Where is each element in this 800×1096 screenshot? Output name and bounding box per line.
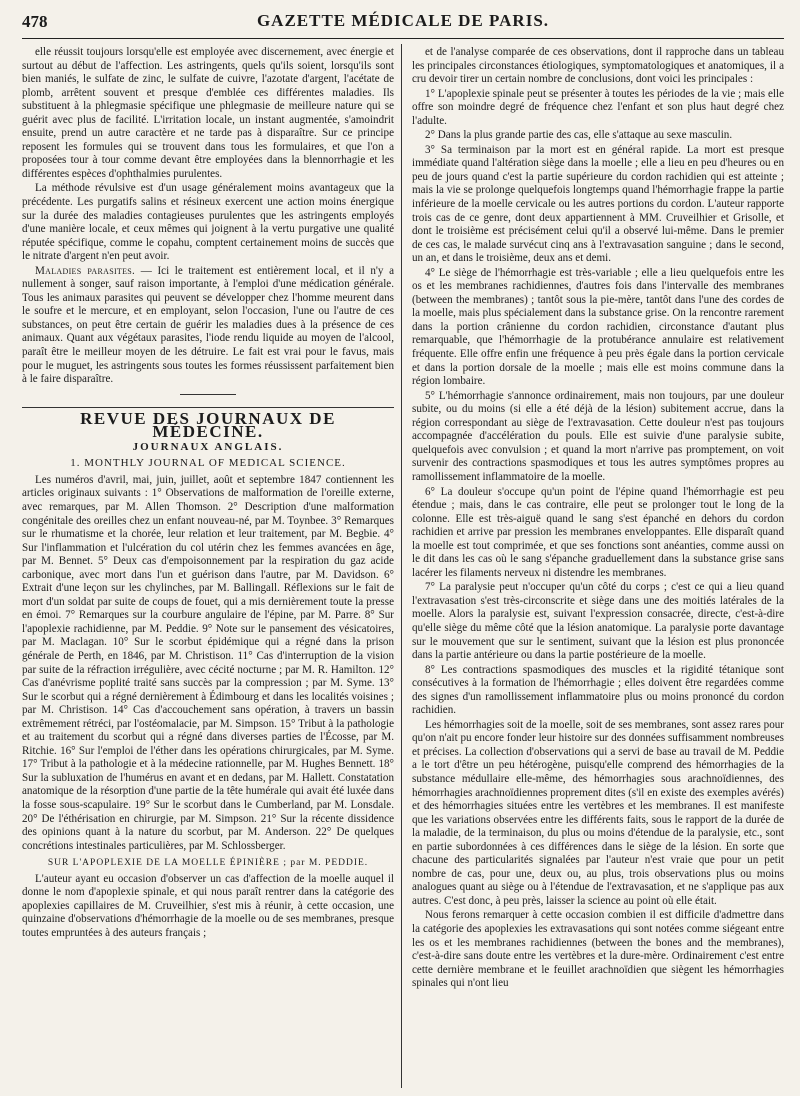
paragraph-conclusion-1: 1° L'apoplexie spinale peut se présenter à toutes les périodes de la vie ; mais elle offre son moindre degré de fréquence chez l'enfant et son plus haut degré chez l'adulte. [412, 87, 784, 127]
page-number: 478 [22, 12, 48, 31]
column-divider [401, 44, 402, 1088]
right-column [412, 46, 784, 1086]
paragraph-remark: Nous ferons remarquer à cette occasion combien il est difficile d'admettre dans la catégorie des apoplexies les extravasations qui sont notées comme siégeant entre les os et les membranes rachidiennes (between the bones and the membranes), c'est-à-dire sans doute entre les vertèbres et la dure-mère. Ordinairement c'est entre cette dernière membrane et le feuillet arachnoïdien que siègent les hémorrhagies spinales qui n'ont lieu [412, 909, 784, 990]
paragraph-conclusion-6: 6° La douleur s'occupe qu'un point de l'épine quand l'hémorrhagie est peu étendue ; mais, dans le cas contraire, elle peut se prolonger tout le long de la colonne. Elle est très-aiguë quand le sang s'est épanché en dehors du cordon rachidien et arrive par pression les membranes enveloppantes. Elle disparaît quand la moelle est tout comprimée, et que ses fonctions sont anéanties, comme aussi on le dit dans les cas où le sang s'épanche graduellement dans la substance grise sans lacérer les filaments nerveux ni distendre les membranes. [412, 485, 784, 579]
paragraph-apoplexy-intro: L'auteur ayant eu occasion d'observer un cas d'affection de la moelle auquel il donne le nom d'apoplexie spinale, et qui nous paraît rentrer dans la catégorie des apoplexies capillaires de M. Cruveilhier, s'est mis à réunir, à cette occasion, une quinzaine d'observations d'hémorrhagie de la moelle ou de ses membranes, presque toutes empruntées à des auteurs français ; [22, 872, 394, 939]
paragraph-astringents: elle réussit toujours lorsqu'elle est employée avec discernement, avec énergie et surtout au début de l'affection. Les astringents, quels qu'ils soient, lorsqu'ils sont bien maniés, le sulfate de zinc, le sulfate de cuivre, l'azotate d'argent, l'acétate de plomb, arrêtent souvent et presque d'emblée ces différentes maladies. Ils substituent à la phlegmasie spécifique une phlegmasie de meilleure nature qui se guérit avec plus de facilité. L'irritation locale, un instant augmentée, s'amoindrit ensuite, prend un autre caractère et ne tarde pas à disparaître. Sur ce principe reposent les formules qui se trouvent dans tous les formulaires, et que l'on a proposées tour à tour comme devant être employées dans la blennorrhagie et les différentes espèces d'ophthalmies purulentes. [22, 46, 394, 180]
paragraph-conclusion-2: 2° Dans la plus grande partie des cas, elle s'attaque au sexe masculin. [425, 129, 733, 142]
section-ornament [22, 389, 394, 397]
paragraph-conclusion-7: 7° La paralysie peut n'occuper qu'un côté du corps ; c'est ce qui a lieu quand l'extravasation s'est très-circonscrite et siège dans une des moitiés latérales de la moelle. Alors la paralysie est, suivant l'expression consacrée, directe, c'est-à-dire qu'elle siège du même côté que la lésion anatomique. La paralysie porte davantage sur le mouvement que sur le sentiment, suivant que la lésion est plus prononcée dans la partie antérieure ou dans la partie postérieure de la moelle. [412, 581, 784, 662]
article-title-apoplexy: SUR L'APOPLEXIE DE LA MOELLE ÉPINIÈRE ; par M. PEDDIE. [47, 858, 369, 869]
journal-title: GAZETTE MÉDICALE DE PARIS. [256, 11, 550, 30]
paragraph-commentary: Les hémorrhagies soit de la moelle, soit de ses membranes, sont assez rares pour qu'on n'ait pu encore fonder leur histoire sur des données suffisamment nombreuses et précises. La collection d'observations qui a servi de base au travail de M. Peddie a le tort d'être un peu hétérogène, puisqu'elle comprend des hémorrhagies de la substance médullaire elle-même, des hémorrhagies sous arachnoïdiennes, des hémorrhagies arachnoïdiennes proprement dites (s'il en existe des exemples avérés) et des hémorrhagies situées entre les vertèbres et les membranes. Il est manifeste que les variations observées entre les différents faits, sous le rapport de la durée de la maladie, de la terminaison, du plus ou moins d'étendue de la paralysie, etc., sont en partie subordonnées à ces différences dans le siège de la lésion. En sorte que chacune des particularités signalées par l'auteur n'est vraie que pour un petit nombre de cas, pour une, deux ou, au plus, trois observations plus ou moins analogues quant au siège ou à l'étendue de l'extravasation, et ne s'applique pas aux autres. C'est donc, à peu près, laisser la science au point où elle était. [412, 718, 784, 907]
paragraph-conclusion-3: 3° Sa terminaison par la mort est en général rapide. La mort est presque immédiate quand l'altération siège dans la moelle ; elle a lieu en peu d'heures ou en peu de jours quand c'est la partie supérieure du cordon rachidien qui est atteinte ; mais la vie se prolonge quelquefois longtemps quand l'hémorrhagie frappe la partie inférieure de la moelle cervicale ou les autres portions du cordon. L'auteur rapporte trois cas de ce genre, dont deux appartiennent à MM. Cruveilhier et Grisolle, et dont le troisième est précisément celui qu'il a observé lui-même. Dans le premier de ces cas, le malade survécut cinq ans à l'extravasation sanguine ; dans le second, un an, et dans le troisième, deux ans et demi. [412, 143, 784, 265]
page-header [22, 10, 784, 39]
paragraph-conclusion-8: 8° Les contractions spasmodiques des muscles et la rigidité tétanique sont consécutives à la formation de l'hémorrhagie ; elles doivent être regardées comme des signes d'un ramollissement inflammatoire plus ou moins prononcé du cordon rachidien. [412, 663, 784, 717]
left-column [22, 46, 394, 1086]
section-title: REVUE DES JOURNAUX DE MÉDECINE. [22, 407, 394, 439]
paragraph-conclusion-5: 5° L'hémorrhagie s'annonce ordinairement, mais non toujours, par une douleur subite, ou du moins (si elle a été déjà de la lésion) subitement accrue, dans la région correspondant au siège de l'extravasation. Cette douleur n'est pas toujours accompagnée d'accélération du pouls. Elle est suivie d'une paralysie subite, quelquefois avec convulsion ; et quand la mort n'arrive pas promptement, on voit survenir des contractions spasmodiques et tous les autres symptômes propres au ramollissement inflammatoire de la moelle. [412, 389, 784, 483]
paragraph-parasitic-diseases [22, 265, 394, 387]
paragraph-revulsive-method: La méthode révulsive est d'un usage généralement moins avantageux que la précédente. Les purgatifs salins et résineux exercent une action moins énergique sur la durée des maladies contagieuses purulentes que les astringents employés d'une manière locale, et ceux mêmes qui joignent à la vertu purgative une qualité réputée spécifique, comme le copahu, comptent certainement moins de succès que le nitrate d'argent n'en peut avoir. [22, 182, 394, 263]
article-title: 1. MONTHLY JOURNAL OF MEDICAL SCIENCE. [70, 457, 346, 470]
parasitic-diseases-text: — Ici le traitement est entièrement local, et il n'y a nullement à songer, sauf raison importante, à l'emploi d'une médication générale. Tous les animaux parasites qui peuvent se développer chez l'homme meurent dans le soufre et le mercure, et en employant, selon l'occasion, l'une ou l'autre de ces substances, on peut être certain de guérir les maladies dues à la présence de ces animaux. Quant aux végétaux parasites, l'iode rendu liquide au moyen de l'alcool, paraît être le meilleur moyen de les détruire. Le fait est vrai pour le favus, mais pour le muguet, les astringents sous toutes les formes réussissent parfaitement bien à le faire disparaître. [22, 264, 394, 386]
parasitic-diseases-label: Maladies parasites. [35, 264, 136, 277]
paragraph-conclusions-intro: et de l'analyse comparée de ces observations, dont il rapproche dans un tableau les principales circonstances étiologiques, symptomatologiques et anatomiques, il a cru devoir tirer un certain nombre de conclusions, dont voici les principales : [412, 46, 784, 86]
section-subtitle: JOURNAUX ANGLAIS. [132, 440, 284, 453]
paragraph-conclusion-4: 4° Le siège de l'hémorrhagie est très-variable ; elle a lieu quelquefois entre les os et les membranes rachidiennes, d'autres fois dans l'intervalle des membranes (between the membranes) ; tantôt sous la pie-mère, tantôt dans l'une des cordes de la moelle, mais plus spécialement dans la substance grise. On la rencontre rarement dans la portion crânienne du cordon rachidien, circonstance d'autant plus remarquable, que l'hémorrhagie de la protubérance annulaire est relativement fréquente. Elle offre enfin une fréquence à peu près égale dans la portion cervicale et dans la portion dorsale de la moelle ; mais elle est moins commune dans la région lombaire. [412, 266, 784, 388]
paragraph-article-list: Les numéros d'avril, mai, juin, juillet, août et septembre 1847 contiennent les articles originaux suivants : 1° Observations de malformation de l'oreille externe, avec remarques, par M. Allen Thomson. 2° Description d'une malformation congénitale des oreilles chez un enfant nouveau-né, par M. Toynbee. 3° Remarques sur le rhumatisme et la chorée, leur relation et leur traitement, par M. Begbie. 4° Sur l'inflammation et l'ulcération du col utérin chez les femmes avancées en âge, par M. Bennet. 5° Deux cas d'empoisonnement par la respiration du gaz acide carbonique, avec mort dans l'un et guérison dans l'autre, par M. Davidson. 6° Extrait d'une leçon sur les chylinches, par M. Ballingall. Réflexions sur le fait de mort d'un soldat par suite de coups de fouet, qui a mis dernièrement toute la presse en émoi. 7° Remarques sur la courbure angulaire de l'épine, par M. Parre. 8° Sur l'apoplexie rachidienne, par M. Peddie. 9° Note sur le pansement des vésicatoires, par M. Maclagan. 10° Sur le scorbut épidémique qui a régné dans la prison générale de Perth, en 1846, par M. Christison. 11° Cas d'interruption de la vision par suite de la réfraction irrégulière, avec cécité nocturne ; par M. R. Hamilton. 12° Cas d'anévrisme poplité traité sans succès par la compression ; par M. Syme. 13° Sur le scorbut qui a régné dernièrement à Édimbourg et dans les localités voisines ; par M. Christison. 14° Cas d'accouchement sans opération, à travers un bassin extrêmement rétréci, par l'ostéomalacie, par M. Simpson. 15° Tribut à la pathologie et au traitement du scorbut qui a régné dans diverses parties de l'Écosse, par M. Ritchie. 16° Sur l'emploi de l'éther dans les opérations chirurgicales, par M. Syme. 17° Tribut à la pathologie et à la médecine rationnelle, par M. Hughes Bennett. 18° Sur la subluxation de l'humérus en avant et en dedans, par M. Hallett. Constatation anatomique de la résorption d'une partie de la tête humérale qui avait été luxée dans la fosse sous-scapulaire. 19° Sur le scorbut dans le Cumberland, par M. Lonsdale. 20° De l'éthérisation en chirurgie, par M. Simpson. 21° Sur la récente dissidence des opinions quant à la nature du scorbut, par M. Anderson. 22° De quelques concrétions intestinales particulières, par M. Schlossberger. [22, 473, 394, 852]
